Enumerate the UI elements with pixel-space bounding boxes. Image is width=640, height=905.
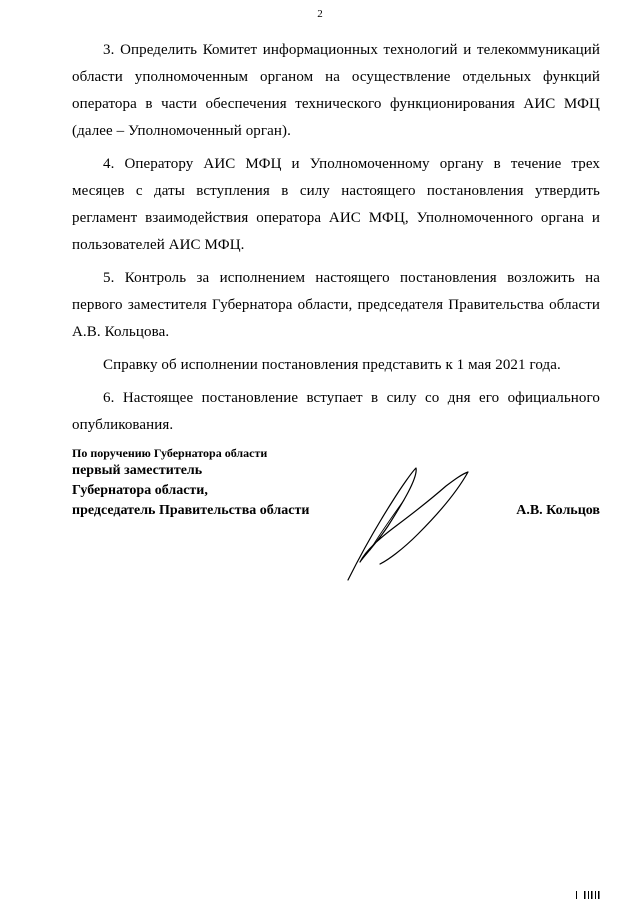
handwritten-signature <box>340 464 480 584</box>
paragraph-4: 4. Оператору АИС МФЦ и Уполномоченному органу в течение трех месяцев с даты вступления в силу настоящего постановления утвердить регламент взаимодействия оператора АИС МФЦ, Уполномоченного органа и пользователей АИС МФЦ. <box>72 156 600 253</box>
document-body <box>72 37 600 445</box>
signer-position-line-1: первый заместитель <box>72 463 203 478</box>
signer-position-line-3: председатель Правительства области <box>72 503 310 518</box>
signer-name: А.В. Кольцов <box>516 503 600 518</box>
signer-position-line-2: Губернатора области, <box>72 483 208 498</box>
page-number: 2 <box>317 8 323 20</box>
paragraph-5: 5. Контроль за исполнением настоящего постановления возложить на первого заместителя Губернатора области, председателя Правительства области А.В. Кольцова. <box>72 270 600 340</box>
signature-authority-line: По поручению Губернатора области <box>72 446 268 460</box>
barcode-mark <box>576 891 602 899</box>
paragraph-report: Справку об исполнении постановления представить к 1 мая 2021 года. <box>103 357 561 373</box>
paragraph-3: 3. Определить Комитет информационных технологий и телекоммуникаций области уполномоченным органом на осуществление отдельных функций оператора в части обеспечения технического функционирования АИС МФЦ (далее – Уполномоченный орган). <box>72 42 600 139</box>
paragraph-6: 6. Настоящее постановление вступает в силу со дня его официального опубликования. <box>72 390 600 433</box>
